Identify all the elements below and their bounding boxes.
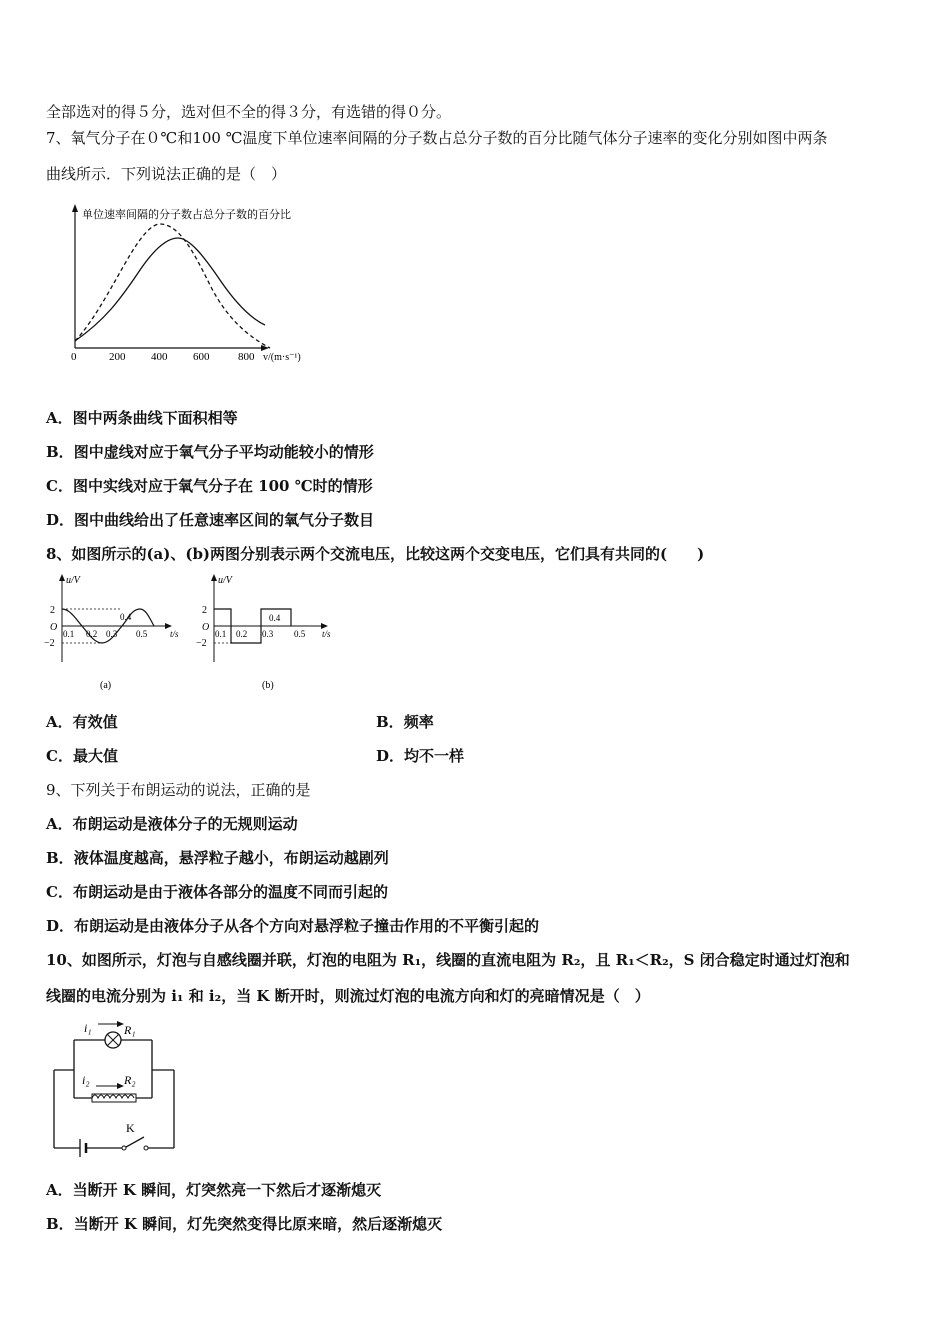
q7-xtick: 600 bbox=[193, 351, 210, 363]
q8b-y-pos: 2 bbox=[202, 605, 207, 616]
q7-xlabel: v/(m·s⁻¹) bbox=[263, 352, 301, 363]
option-label: D． bbox=[46, 511, 75, 529]
q8b-tick: 0.1 bbox=[215, 629, 227, 639]
q8-option-c[interactable] bbox=[46, 746, 118, 766]
q8a-tick: 0.1 bbox=[63, 629, 75, 639]
q10-stem-line-2: 线圈的电流分别为 i₁ 和 i₂，当 K 断开时，则流过灯泡的电流方向和灯的亮暗情况是（ ） bbox=[46, 987, 650, 1005]
q8a-y-neg: −2 bbox=[44, 638, 55, 649]
option-text: 最大值 bbox=[72, 747, 118, 765]
q7-distribution-graph bbox=[60, 200, 340, 370]
q8-figure-a bbox=[40, 570, 190, 695]
option-label: B． bbox=[376, 713, 404, 731]
option-label: A． bbox=[46, 815, 73, 833]
option-text: 图中两条曲线下面积相等 bbox=[72, 409, 238, 427]
option-label: B． bbox=[46, 1215, 74, 1233]
q8-option-a[interactable] bbox=[46, 712, 118, 732]
q7-option-a[interactable] bbox=[46, 408, 238, 428]
q8b-tick: 0.2 bbox=[236, 629, 248, 639]
q8b-tick: 0.4 bbox=[269, 613, 281, 623]
q10-i2: i₂ bbox=[82, 1073, 90, 1087]
option-text: 液体温度越高，悬浮粒子越小，布朗运动越剧列 bbox=[73, 849, 389, 867]
option-label: A． bbox=[46, 409, 73, 427]
q8a-tick: 0.4 bbox=[120, 612, 132, 622]
q9-option-a[interactable] bbox=[46, 814, 298, 834]
q10-i1: i₁ bbox=[84, 1021, 92, 1035]
switch-icon bbox=[126, 1137, 144, 1147]
q10-circuit-diagram bbox=[44, 1018, 184, 1163]
q8b-ylabel: u/V bbox=[218, 575, 232, 586]
q9-option-b[interactable] bbox=[46, 848, 389, 868]
q8-option-d[interactable] bbox=[376, 746, 464, 766]
q8-stem: 8、如图所示的(a)、(b)两图分别表示两个交流电压，比较这两个交变电压，它们具有共同的( ) bbox=[46, 545, 705, 563]
q7-option-b[interactable] bbox=[46, 442, 374, 462]
scoring-note: 全部选对的得５分，选对但不全的得３分，有选错的得０分。 bbox=[46, 103, 452, 121]
q7-option-d[interactable] bbox=[46, 510, 374, 530]
q8a-ylabel: u/V bbox=[66, 575, 80, 586]
q7-xtick: 800 bbox=[238, 351, 255, 363]
q8a-y-pos: 2 bbox=[50, 605, 55, 616]
option-label: A． bbox=[46, 713, 73, 731]
option-label: D． bbox=[46, 917, 75, 935]
q8b-tick: 0.3 bbox=[262, 629, 274, 639]
option-text: 图中曲线给出了任意速率区间的氧气分子数目 bbox=[74, 511, 375, 529]
q10-r1: R₁ bbox=[124, 1023, 136, 1037]
option-label: C． bbox=[46, 747, 73, 765]
q7-origin: 0 bbox=[71, 351, 77, 363]
q7-stem-line-2: 曲线所示．下列说法正确的是（ ） bbox=[46, 165, 287, 183]
q10-r2: R₂ bbox=[124, 1073, 136, 1087]
option-label: B． bbox=[46, 849, 74, 867]
q7-xtick: 400 bbox=[151, 351, 168, 363]
q9-stem: 9、下列关于布朗运动的说法，正确的是 bbox=[46, 781, 311, 799]
q8a-tick: 0.2 bbox=[86, 629, 98, 639]
q10-stem-line-1: 10、如图所示，灯泡与自感线圈并联，灯泡的电阻为 R₁，线圈的直流电阻为 R₂，且 R₁＜R₂，S 闭合稳定时通过灯泡和 bbox=[46, 951, 850, 969]
option-label: C． bbox=[46, 477, 73, 495]
option-label: A． bbox=[46, 1181, 73, 1199]
q7-stem-line-1: 7、氧气分子在０℃和100 ℃温度下单位速率间隔的分子数占总分子数的百分比随气体分子速率的变化分别如图中两条 bbox=[46, 129, 828, 147]
option-text: 有效值 bbox=[72, 713, 118, 731]
q8a-origin: O bbox=[50, 622, 58, 633]
q7-option-c[interactable] bbox=[46, 476, 373, 496]
option-label: D． bbox=[376, 747, 405, 765]
q8-option-b[interactable] bbox=[376, 712, 434, 732]
q8a-tick: 0.3 bbox=[106, 629, 118, 639]
q8a-tick: 0.5 bbox=[136, 629, 148, 639]
q7-curve-dashed bbox=[75, 224, 270, 348]
q9-option-c[interactable] bbox=[46, 882, 388, 902]
q8b-origin: O bbox=[202, 622, 210, 633]
q8b-xlabel: t/s bbox=[322, 629, 331, 639]
q7-curve-solid bbox=[75, 238, 265, 341]
q8b-tick: 0.5 bbox=[294, 629, 306, 639]
q8-figure-b bbox=[196, 570, 346, 695]
option-text: 频率 bbox=[403, 713, 434, 731]
q9-option-d[interactable] bbox=[46, 916, 539, 936]
option-text: 图中实线对应于氧气分子在 100 ℃时的情形 bbox=[72, 477, 373, 495]
option-label: B． bbox=[46, 443, 74, 461]
q8a-caption: (a) bbox=[100, 680, 112, 691]
q10-option-b[interactable] bbox=[46, 1214, 442, 1234]
q7-ylabel: 单位速率间隔的分子数占总分子数的百分比 bbox=[82, 209, 291, 221]
q8b-y-neg: −2 bbox=[196, 638, 207, 649]
q10-k: K bbox=[126, 1121, 135, 1135]
option-text: 布朗运动是由液体分子从各个方向对悬浮粒子撞击作用的不平衡引起的 bbox=[74, 917, 540, 935]
q8a-xlabel: t/s bbox=[170, 629, 179, 639]
q10-option-a[interactable] bbox=[46, 1180, 381, 1200]
option-text: 图中虚线对应于氧气分子平均动能较小的情形 bbox=[73, 443, 374, 461]
option-label: C． bbox=[46, 883, 73, 901]
option-text: 均不一样 bbox=[404, 747, 465, 765]
q8b-caption: (b) bbox=[262, 680, 274, 691]
option-text: 布朗运动是液体分子的无规则运动 bbox=[72, 815, 298, 833]
option-text: 当断开 K 瞬间，灯突然亮一下然后才逐渐熄灭 bbox=[72, 1181, 382, 1199]
option-text: 当断开 K 瞬间，灯先突然变得比原来暗，然后逐渐熄灭 bbox=[73, 1215, 443, 1233]
option-text: 布朗运动是由于液体各部分的温度不同而引起的 bbox=[72, 883, 388, 901]
q7-xtick: 200 bbox=[109, 351, 126, 363]
